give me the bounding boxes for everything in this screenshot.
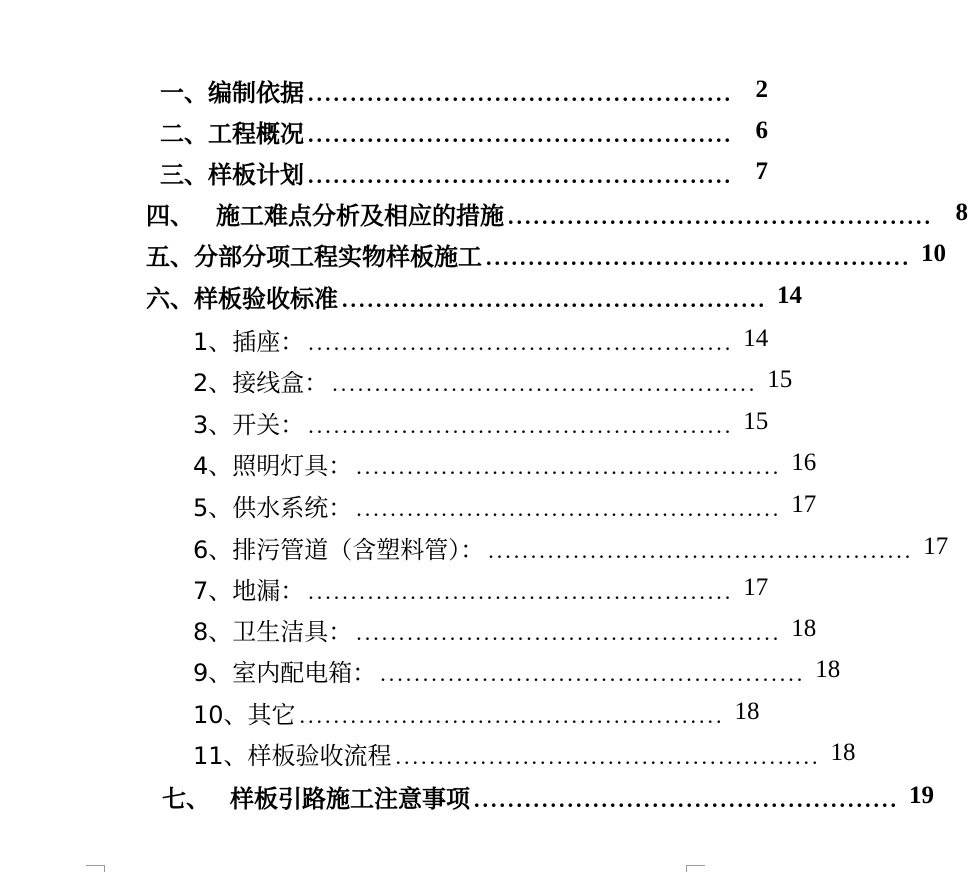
toc-entry-page: 15 [767, 366, 793, 393]
toc-entry-label: 一、编制依据 [160, 78, 304, 107]
toc-leader-dots: .................................................. [395, 744, 821, 769]
toc-entry[interactable] [193, 609, 817, 649]
toc-entry[interactable] [146, 193, 968, 233]
page-corner-mark [86, 865, 105, 872]
toc-entry-title: 样板引路施工注意事项 [230, 784, 470, 813]
toc-entry-page: 15 [743, 408, 769, 435]
toc-entry-page: 10 [921, 240, 946, 267]
toc-entry[interactable] [193, 319, 769, 359]
toc-leader-dots: .................................................. [356, 454, 782, 479]
toc-entry[interactable] [193, 485, 817, 525]
toc-entry[interactable] [146, 234, 946, 274]
toc-entry-label: 10、其它 [193, 700, 296, 729]
toc-entry-label: 8、卫生洁具： [193, 617, 353, 646]
toc-entry-label: 5、供水系统： [193, 493, 353, 522]
toc-entry[interactable] [193, 402, 769, 442]
toc-entry-page: 17 [743, 574, 769, 601]
toc-leader-dots: .................................................. [356, 620, 782, 645]
toc-leader-dots: .................................................. [342, 287, 767, 312]
toc-entry[interactable] [193, 568, 769, 608]
toc-entry-label: 3、开关： [193, 410, 305, 439]
toc-leader-dots: .................................................. [308, 330, 734, 355]
toc-leader-dots: .................................................. [308, 81, 733, 106]
toc-entry-label: 1、插座： [193, 327, 305, 356]
toc-entry-page: 7 [755, 158, 768, 185]
toc-entry-label [162, 779, 470, 814]
toc-entry[interactable] [193, 443, 817, 483]
toc-entry-page: 17 [923, 533, 949, 560]
toc-entry[interactable] [160, 111, 768, 151]
toc-leader-dots: .................................................. [486, 245, 911, 270]
toc-entry[interactable] [160, 70, 768, 110]
toc-entry[interactable] [193, 650, 841, 690]
toc-entry-page: 14 [743, 325, 769, 352]
toc-entry-page: 16 [791, 449, 817, 476]
toc-leader-dots: .................................................. [474, 787, 899, 812]
toc-leader-dots: .................................................. [299, 703, 725, 728]
toc-entry-label: 二、工程概况 [160, 119, 304, 148]
toc-entry[interactable] [193, 360, 793, 400]
toc-entry[interactable] [162, 776, 934, 816]
toc-entry[interactable] [160, 152, 768, 192]
toc-entry-page: 18 [815, 656, 841, 683]
toc-entry[interactable] [146, 276, 802, 316]
toc-leader-dots: .................................................. [308, 163, 733, 188]
toc-entry-number: 七、 [162, 784, 210, 813]
toc-leader-dots: .................................................. [508, 204, 933, 229]
toc-entry-page: 6 [755, 117, 768, 144]
toc-entry-page: 17 [791, 491, 817, 518]
toc-entry-label: 9、室内配电箱： [193, 658, 377, 687]
toc-leader-dots: .................................................. [356, 496, 782, 521]
toc-entry-label: 4、照明灯具： [193, 451, 353, 480]
toc-entry-label [146, 196, 504, 231]
toc-entry-label: 2、接线盒： [193, 368, 329, 397]
toc-entry-title: 施工难点分析及相应的措施 [216, 201, 504, 230]
toc-entry[interactable] [193, 733, 856, 773]
toc-leader-dots: .................................................. [332, 371, 758, 396]
toc-entry-label: 三、样板计划 [160, 160, 304, 189]
toc-entry-label: 6、排污管道（含塑料管）： [193, 535, 485, 564]
toc-leader-dots: .................................................. [308, 579, 734, 604]
toc-entry-label: 7、地漏： [193, 576, 305, 605]
toc-entry[interactable] [193, 692, 760, 732]
toc-entry-page: 19 [909, 782, 934, 809]
toc-entry-number: 四、 [146, 201, 194, 230]
toc-leader-dots: .................................................. [380, 661, 806, 686]
toc-entry-label: 五、分部分项工程实物样板施工 [146, 242, 482, 271]
toc-leader-dots: .................................................. [488, 538, 914, 563]
toc-entry-page: 14 [777, 282, 802, 309]
toc-entry-page: 18 [734, 698, 760, 725]
toc-entry-page: 18 [830, 739, 856, 766]
toc-entry-page: 2 [755, 76, 768, 103]
toc-entry-label: 11、样板验收流程 [193, 741, 392, 770]
toc-entry[interactable] [193, 527, 949, 567]
toc-entry-page: 8 [955, 199, 968, 226]
toc-leader-dots: .................................................. [308, 413, 734, 438]
page-corner-mark [686, 865, 705, 872]
toc-entry-label: 六、样板验收标准 [146, 284, 338, 313]
toc-leader-dots: .................................................. [308, 122, 733, 147]
toc-entry-page: 18 [791, 615, 817, 642]
